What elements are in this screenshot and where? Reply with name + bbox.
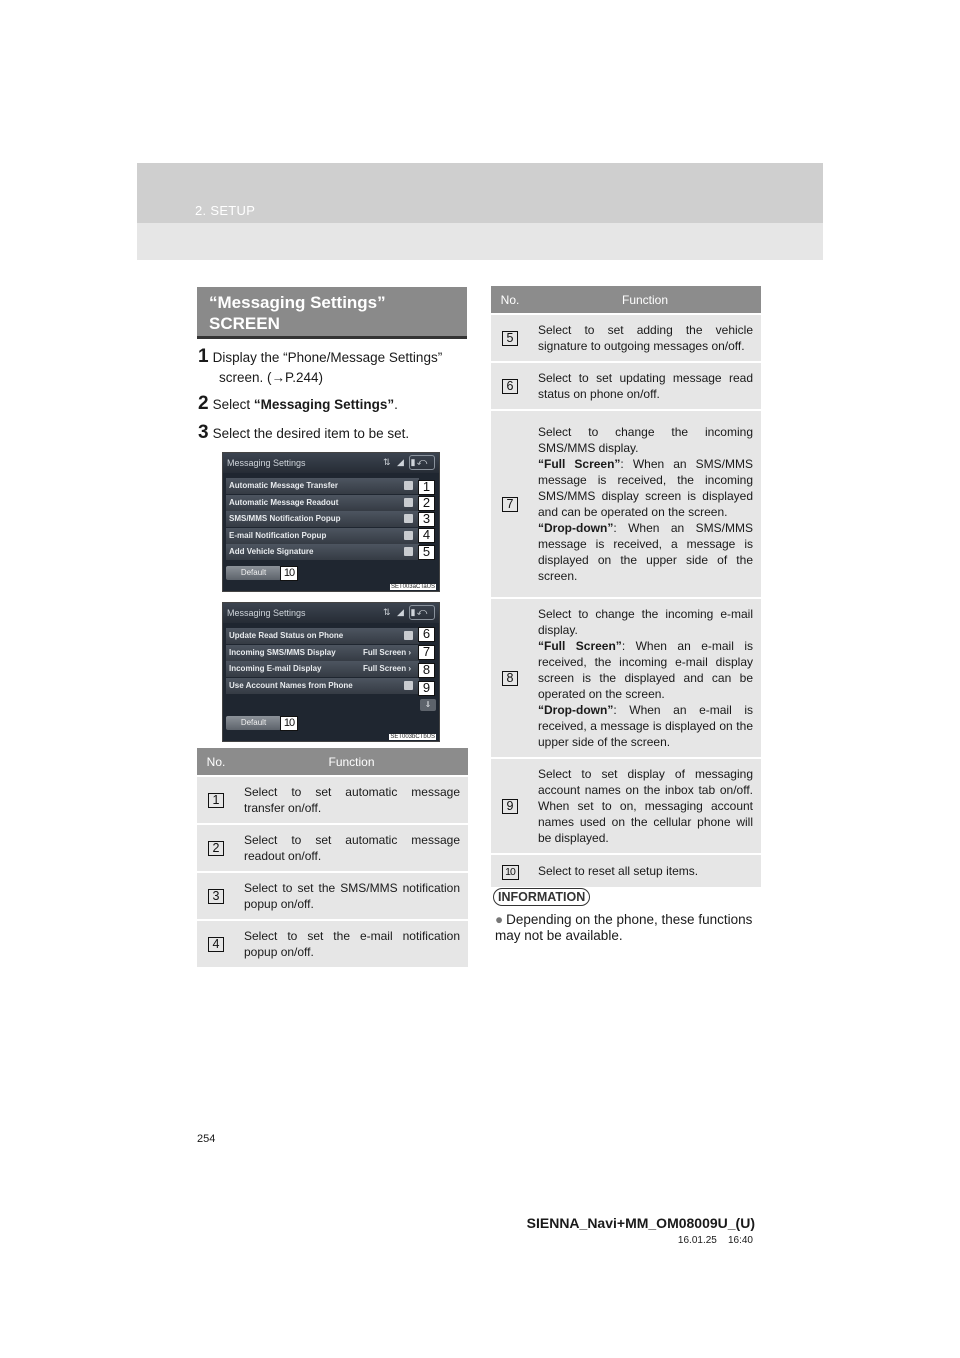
desc-option-label: “Drop-down”	[538, 521, 614, 535]
default-button: Default	[226, 566, 281, 580]
checkbox-icon	[404, 481, 413, 490]
desc-option-label: “Drop-down”	[538, 703, 614, 717]
row-number-box: 1	[208, 793, 224, 808]
function-table-left	[197, 748, 468, 967]
back-icon: ⤺	[409, 455, 435, 470]
row-number-box: 4	[208, 937, 224, 952]
default-button: Default	[226, 716, 281, 730]
desc-option-text: : When an e-mail is received, the incoming e-mail display screen is the displayed and can be operated on the screen.	[538, 639, 754, 701]
bullet-icon: ●	[495, 912, 504, 927]
table-row	[491, 598, 761, 758]
callout-10: 10	[280, 566, 298, 581]
table-row	[491, 758, 761, 854]
row-description: Select to set the SMS/MMS notification popup on/off.	[235, 872, 468, 920]
screen-row-account-names	[226, 678, 419, 694]
screenshot-messaging-settings-1	[222, 452, 440, 592]
screen-row-automatic-message-transfer	[226, 478, 419, 494]
step-number: 1	[198, 346, 209, 367]
checkbox-icon	[404, 514, 413, 523]
screen-row-incoming-email-display	[226, 661, 419, 677]
row-label: Incoming E-mail Display	[229, 664, 322, 673]
screen-row-email-notification	[226, 528, 419, 544]
header-band-top	[137, 163, 823, 223]
callout-1: 1	[418, 480, 435, 495]
row-label: SMS/MMS Notification Popup	[229, 514, 341, 523]
desc-option-text: : When an e-mail is received, a message is displayed on the upper side of the screen.	[538, 703, 753, 749]
callout-5: 5	[418, 545, 435, 560]
row-description	[529, 598, 761, 758]
step-text: Display the “Phone/Message Settings”	[212, 350, 443, 365]
table-row	[491, 314, 761, 362]
checkbox-icon	[404, 631, 413, 640]
figure-code: SET003aCTaUS	[390, 584, 435, 590]
screen-titlebar	[223, 603, 439, 623]
row-number	[197, 872, 235, 920]
desc-option-label: “Full Screen”	[538, 457, 621, 471]
function-table-right	[491, 286, 761, 887]
row-number-box: 2	[208, 841, 224, 856]
step-2	[198, 394, 398, 415]
screen-row-vehicle-signature	[226, 544, 419, 560]
screen-row-update-read-status	[226, 628, 419, 644]
checkbox-icon	[404, 681, 413, 690]
step-text: Select	[212, 397, 254, 412]
row-number	[491, 758, 529, 854]
figure-code: SET003bCTbUS	[390, 734, 435, 740]
information-text	[495, 912, 755, 944]
desc-intro: Select to change the incoming SMS/MMS display.	[538, 425, 753, 455]
screenshot-messaging-settings-2	[222, 602, 440, 742]
section-title	[197, 287, 467, 339]
row-description: Select to set automatic message transfer on/off.	[235, 776, 468, 824]
row-label: Add Vehicle Signature	[229, 547, 314, 556]
row-number	[197, 824, 235, 872]
callout-6: 6	[418, 627, 435, 642]
row-number-box: 8	[502, 671, 518, 686]
header-no: No.	[491, 286, 529, 314]
section-title-line1: “Messaging Settings”	[209, 293, 386, 312]
status-icons: ⇅ ◢ ▮	[383, 607, 418, 617]
step-3	[198, 423, 409, 444]
row-number-box: 3	[208, 889, 224, 904]
row-label: Automatic Message Transfer	[229, 481, 338, 490]
row-number-box: 9	[502, 799, 518, 814]
checkbox-icon	[404, 547, 413, 556]
callout-3: 3	[418, 512, 435, 527]
row-description: Select to set display of messaging account names on the inbox tab on/off. When set to on, messaging account names used on the cellular phone will be displayed.	[529, 758, 761, 854]
table-row	[491, 362, 761, 410]
scroll-down-icon: ⇓	[420, 699, 436, 711]
screen-row-automatic-message-readout	[226, 495, 419, 511]
screen-titlebar	[223, 453, 439, 473]
row-label: Update Read Status on Phone	[229, 631, 344, 640]
screen-row-incoming-sms-display	[226, 645, 419, 661]
information-body: Depending on the phone, these functions may not be available.	[495, 912, 753, 943]
table-row	[491, 410, 761, 598]
header-function: Function	[529, 286, 761, 314]
row-number	[197, 920, 235, 967]
table-row	[197, 824, 468, 872]
row-number	[491, 362, 529, 410]
desc-option-text: : When an SMS/MMS message is received, the incoming SMS/MMS display screen is displayed and can be operated on the screen.	[538, 457, 753, 519]
desc-option-label: “Full Screen”	[538, 639, 622, 653]
row-number-box: 7	[502, 497, 518, 512]
header-band	[137, 163, 823, 260]
row-label: Automatic Message Readout	[229, 497, 339, 507]
checkbox-icon	[404, 531, 413, 540]
print-date: 16.01.25 16:40	[677, 1235, 753, 1246]
page-number: 254	[197, 1133, 216, 1145]
callout-10: 10	[280, 716, 298, 731]
row-number	[491, 854, 529, 887]
row-number	[491, 410, 529, 598]
row-label: Incoming SMS/MMS Display	[229, 647, 336, 657]
desc-intro: Select to change the incoming e-mail display.	[538, 607, 753, 637]
step-number: 2	[198, 393, 209, 414]
step-text-end: .	[394, 397, 398, 412]
row-value: Full Screen ›	[362, 647, 411, 657]
step-1	[198, 347, 442, 388]
back-icon: ⤺	[409, 605, 435, 620]
row-description: Select to set automatic message readout on/off.	[235, 824, 468, 872]
row-description: Select to set updating message read status on phone on/off.	[529, 362, 761, 410]
row-value: Full Screen ›	[362, 664, 411, 673]
row-description: Select to set adding the vehicle signature to outgoing messages on/off.	[529, 314, 761, 362]
row-number	[491, 598, 529, 758]
callout-7: 7	[418, 645, 435, 660]
table-row	[197, 872, 468, 920]
step-number: 3	[198, 422, 209, 443]
header-function: Function	[235, 748, 468, 776]
row-description	[529, 410, 761, 598]
desc-option-text: : When an SMS/MMS message is received, a message is displayed on the upper side of the screen.	[538, 521, 753, 583]
section-label: 2. SETUP	[195, 203, 256, 218]
row-description: Select to reset all setup items.	[529, 854, 761, 887]
table-row	[197, 776, 468, 824]
table-row	[197, 920, 468, 967]
information-badge: INFORMATION	[493, 888, 590, 906]
row-number	[197, 776, 235, 824]
table-header	[491, 286, 761, 314]
table-row	[491, 854, 761, 887]
step-emphasis: “Messaging Settings”	[253, 397, 395, 412]
table-header	[197, 748, 468, 776]
callout-2: 2	[418, 496, 435, 511]
document-id: SIENNA_Navi+MM_OM08009U_(U)	[526, 1215, 755, 1231]
callout-8: 8	[418, 663, 435, 678]
step-text: Select the desired item to be set.	[212, 426, 410, 441]
row-description: Select to set the e-mail notification popup on/off.	[235, 920, 468, 967]
screen-row-sms-notification	[226, 511, 419, 527]
section-title-line2: SCREEN	[209, 314, 280, 333]
row-number-box: 5	[502, 331, 518, 346]
checkbox-icon	[404, 498, 413, 507]
screen-settings-list	[226, 478, 419, 561]
screen-settings-list	[226, 628, 419, 694]
step-text-cont: screen. (→P.244)	[219, 370, 324, 385]
callout-9: 9	[418, 681, 435, 696]
header-no: No.	[197, 748, 235, 776]
row-number-box: 6	[502, 379, 518, 394]
callout-4: 4	[418, 528, 435, 543]
screen-title: Messaging Settings	[227, 458, 306, 468]
row-label: E-mail Notification Popup	[229, 530, 327, 540]
status-icons: ⇅ ◢ ▮	[383, 457, 418, 467]
screen-title: Messaging Settings	[227, 608, 306, 618]
row-number-box: 10	[502, 865, 519, 880]
row-number	[491, 314, 529, 362]
row-label: Use Account Names from Phone	[229, 680, 353, 690]
